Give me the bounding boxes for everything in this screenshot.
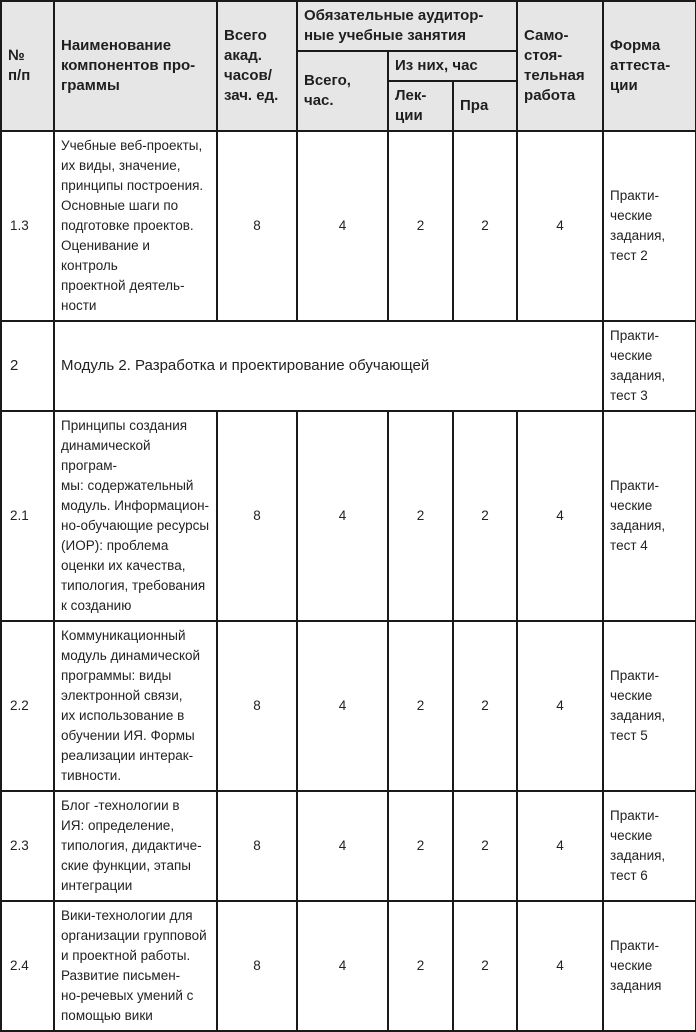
row-num: 2.1 [1, 411, 54, 621]
table-row [1, 131, 696, 321]
header-self-work: Само- стоя- тельная работа [517, 1, 603, 131]
row-practice: 2 [453, 621, 517, 791]
row-lectures: 2 [388, 791, 453, 901]
row-name: Учебные веб-проекты, их виды, значение, принципы построения. Основные шаги по подготовке проектов. Оценивание и контроль проектной деятель- ности [54, 131, 217, 321]
table-row [1, 901, 696, 1031]
row-num: 2.2 [1, 621, 54, 791]
header-of-them: Из них, час [388, 51, 517, 81]
row-lectures: 2 [388, 411, 453, 621]
header-name: Наименование компонентов про- граммы [54, 1, 217, 131]
module-assessment: Практи- ческие задания, тест 3 [603, 321, 696, 411]
row-name: Коммуникационный модуль динамической программы: виды электронной связи, их использование в обучении ИЯ. Формы реализации интерак- тивности. [54, 621, 217, 791]
row-total: 8 [217, 411, 297, 621]
row-lectures: 2 [388, 901, 453, 1031]
row-classroom-total: 4 [297, 621, 388, 791]
row-classroom-total: 4 [297, 411, 388, 621]
table-row [1, 791, 696, 901]
row-assessment: Практи- ческие задания, тест 2 [603, 131, 696, 321]
row-total: 8 [217, 621, 297, 791]
row-num: 2.3 [1, 791, 54, 901]
row-self-work: 4 [517, 791, 603, 901]
row-lectures: 2 [388, 131, 453, 321]
row-assessment: Практи- ческие задания, тест 5 [603, 621, 696, 791]
header-classroom-total: Всего, час. [297, 51, 388, 131]
table-header [1, 1, 696, 131]
table-row [1, 411, 696, 621]
row-self-work: 4 [517, 131, 603, 321]
row-assessment: Практи- ческие задания, тест 6 [603, 791, 696, 901]
header-num: № п/п [1, 1, 54, 131]
row-classroom-total: 4 [297, 131, 388, 321]
row-total: 8 [217, 791, 297, 901]
row-name: Вики-технологии для организации групповой и проектной работы. Развитие письмен- но-речевых умений с помощью вики [54, 901, 217, 1031]
row-name: Принципы создания динамической програм- мы: содержательный модуль. Информацион- но-обучающие ресурсы (ИОР): проблема оценки их качества, типология, требования к созданию [54, 411, 217, 621]
row-self-work: 4 [517, 621, 603, 791]
row-assessment: Практи- ческие задания [603, 901, 696, 1031]
header-practice: Пра [453, 81, 517, 131]
header-total-hours: Всего акад. часов/ зач. ед. [217, 1, 297, 131]
header-lectures: Лек- ции [388, 81, 453, 131]
row-num: 1.3 [1, 131, 54, 321]
row-practice: 2 [453, 411, 517, 621]
table-row [1, 621, 696, 791]
header-assessment: Форма аттеста- ции [603, 1, 696, 131]
row-name: Блог -технологии в ИЯ: определение, типология, дидактиче- ские функции, этапы интеграции [54, 791, 217, 901]
row-num: 2.4 [1, 901, 54, 1031]
row-total: 8 [217, 131, 297, 321]
row-total: 8 [217, 901, 297, 1031]
row-self-work: 4 [517, 901, 603, 1031]
header-classroom: Обязательные аудитор- ные учебные занятия [297, 1, 517, 51]
module-title: Модуль 2. Разработка и проектирование обучающей [54, 321, 603, 411]
row-assessment: Практи- ческие задания, тест 4 [603, 411, 696, 621]
module-row [1, 321, 696, 411]
row-practice: 2 [453, 901, 517, 1031]
row-practice: 2 [453, 131, 517, 321]
row-self-work: 4 [517, 411, 603, 621]
row-lectures: 2 [388, 621, 453, 791]
row-classroom-total: 4 [297, 791, 388, 901]
module-num: 2 [1, 321, 54, 411]
row-classroom-total: 4 [297, 901, 388, 1031]
row-practice: 2 [453, 791, 517, 901]
